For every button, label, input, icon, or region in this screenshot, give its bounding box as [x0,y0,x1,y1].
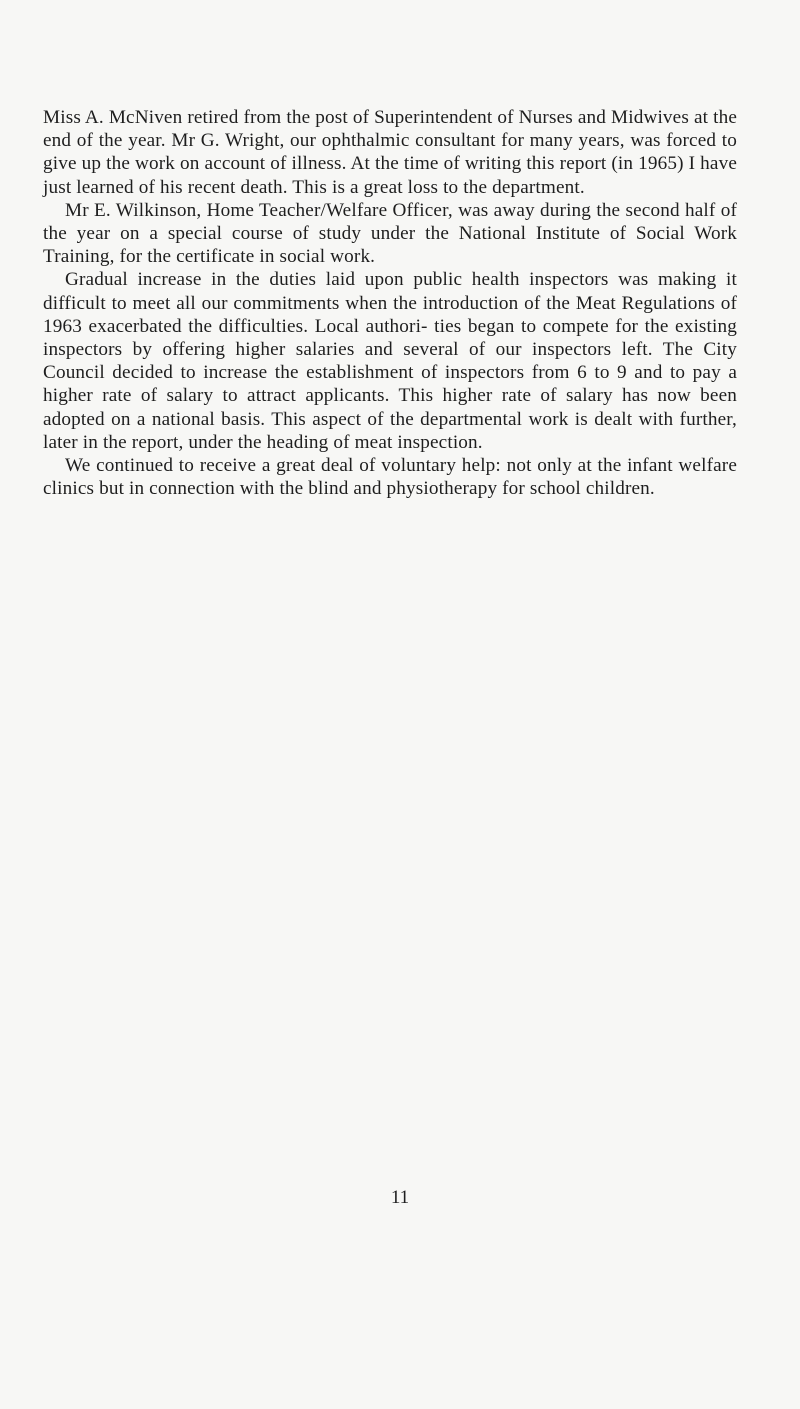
paragraph-voluntary-help: We continued to receive a great deal of voluntary help: not only at the infant welfare clinics but in connection with the blind and physiotherapy for school children. [43,455,737,500]
body-text [43,106,737,500]
page-number: 11 [390,1187,410,1208]
paragraph-public-health-inspectors: Gradual increase in the duties laid upon public health inspectors was making it difficult to meet all our commitments when the introduction of the Meat Regulations of 1963 exacerbated the difficulties. Local authori- ties began to compete for the existing inspectors by offering higher salaries and several of our inspectors left. The City Council decided to increase the establishment of inspectors from 6 to 9 and to pay a higher rate of salary to attract applicants. This higher rate of salary has now been adopted on a national basis. This aspect of the departmental work is dealt with further, later in the report, under the heading of meat inspection. [43,269,737,453]
paragraph-staff-retirement: Miss A. McNiven retired from the post of Superintendent of Nurses and Midwives at the end of the year. Mr G. Wright, our ophthalmic consultant for many years, was forced to give up the work on account of illness. At the time of writing this report (in 1965) I have just learned of his recent death. This is a great loss to the department. [43,107,737,198]
paragraph-welfare-officer: Mr E. Wilkinson, Home Teacher/Welfare Officer, was away during the second half of the year on a special course of study under the National Institute of Social Work Training, for the certificate in social work. [43,199,737,268]
